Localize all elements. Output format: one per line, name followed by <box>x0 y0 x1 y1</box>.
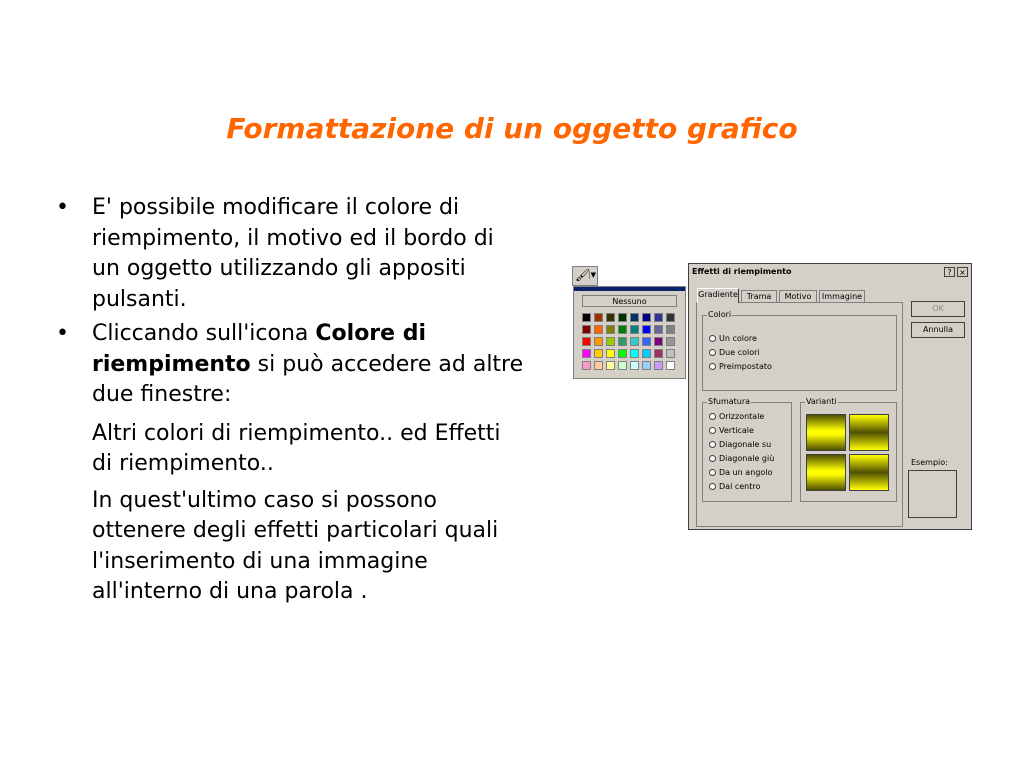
color-swatch[interactable] <box>618 313 627 322</box>
color-swatch[interactable] <box>618 325 627 334</box>
color-swatch[interactable] <box>642 325 651 334</box>
tab-immagine[interactable]: Immagine <box>819 290 865 303</box>
color-swatch[interactable] <box>630 361 639 370</box>
color-swatch[interactable] <box>606 337 615 346</box>
color-swatch[interactable] <box>642 361 651 370</box>
radio-diagonale-su[interactable] <box>709 440 771 450</box>
bullet-dot: • <box>56 321 69 346</box>
colori-label: Colori <box>708 310 732 319</box>
color-swatch[interactable] <box>666 361 675 370</box>
ok-button[interactable]: OK <box>911 301 965 317</box>
slide-title: Formattazione di un oggetto grafico <box>226 112 798 145</box>
gradient-panel <box>696 302 903 527</box>
radio-icon <box>709 349 716 356</box>
color-swatch[interactable] <box>594 313 603 322</box>
radio-icon <box>709 455 716 462</box>
radio-icon <box>709 427 716 434</box>
radio-label: Diagonale su <box>719 440 772 449</box>
color-swatch[interactable] <box>606 325 615 334</box>
annulla-button[interactable]: Annulla <box>911 322 965 338</box>
variant-2[interactable] <box>849 414 889 451</box>
dialog-title: Effetti di riempimento <box>689 264 971 280</box>
radio-label: Dal centro <box>719 482 761 491</box>
color-swatch[interactable] <box>582 349 591 358</box>
color-swatch[interactable] <box>594 361 603 370</box>
color-swatch[interactable] <box>642 313 651 322</box>
radio-icon <box>709 469 716 476</box>
color-swatch[interactable] <box>630 337 639 346</box>
esempio-preview <box>908 470 957 518</box>
fill-color-icon: 🖌 <box>575 268 591 282</box>
radio-icon <box>709 483 716 490</box>
radio-verticale[interactable] <box>709 426 754 436</box>
color-swatch[interactable] <box>642 337 651 346</box>
color-swatch[interactable] <box>630 313 639 322</box>
color-swatch[interactable] <box>666 349 675 358</box>
color-swatch[interactable] <box>666 313 675 322</box>
close-button[interactable]: × <box>957 267 968 277</box>
sfumatura-label: Sfumatura <box>708 397 751 406</box>
radio-dal-centro[interactable] <box>709 482 760 492</box>
radio-label: Da un angolo <box>719 468 773 477</box>
bullet-2 <box>56 319 526 411</box>
bullet-2-text-before: Cliccando sull'icona <box>92 321 316 346</box>
radio-label: Preimpostato <box>719 362 772 371</box>
sfumatura-group <box>702 397 792 502</box>
radio-label: Due colori <box>719 348 760 357</box>
bullet-dot: • <box>56 195 69 220</box>
esempio-label: Esempio: <box>911 458 948 467</box>
color-swatch[interactable] <box>666 325 675 334</box>
radio-label: Diagonale giù <box>719 454 775 463</box>
colori-group <box>702 310 897 391</box>
varianti-group <box>800 397 897 502</box>
palette-titlebar[interactable] <box>574 287 685 291</box>
slide-body <box>56 193 526 608</box>
color-swatch[interactable] <box>642 349 651 358</box>
sub-paragraph-1: Altri colori di riempimento.. ed Effetti di riempimento.. <box>92 420 501 476</box>
variant-4[interactable] <box>849 454 889 491</box>
variant-3[interactable] <box>806 454 846 491</box>
varianti-label: Varianti <box>806 397 837 406</box>
color-swatch[interactable] <box>618 337 627 346</box>
radio-orizzontale[interactable] <box>709 412 764 422</box>
color-swatch[interactable] <box>654 349 663 358</box>
radio-label: Un colore <box>719 334 757 343</box>
color-swatch[interactable] <box>654 361 663 370</box>
variant-1[interactable] <box>806 414 846 451</box>
tab-gradiente[interactable]: Gradiente <box>697 288 739 303</box>
color-swatch[interactable] <box>594 325 603 334</box>
bullet-1-text: E' possibile modificare il colore di riempimento, il motivo ed il bordo di un oggetto utilizzando gli appositi pulsanti. <box>92 195 494 312</box>
no-fill-button[interactable]: Nessuno <box>582 295 677 307</box>
bullet-1 <box>56 193 526 315</box>
fill-color-palette <box>573 286 686 379</box>
tab-motivo[interactable]: Motivo <box>779 290 817 303</box>
radio-due-colori[interactable] <box>709 348 760 358</box>
radio-icon <box>709 413 716 420</box>
color-swatch[interactable] <box>618 349 627 358</box>
bullet-2-bold: Colore di riempimento <box>92 321 427 377</box>
radio-icon <box>709 441 716 448</box>
radio-icon <box>709 363 716 370</box>
help-button[interactable]: ? <box>944 267 955 277</box>
color-swatch[interactable] <box>606 349 615 358</box>
color-swatch[interactable] <box>606 361 615 370</box>
radio-preimpostato[interactable] <box>709 362 772 372</box>
color-swatch[interactable] <box>654 325 663 334</box>
radio-diagonale-giu[interactable] <box>709 454 774 464</box>
radio-da-un-angolo[interactable] <box>709 468 772 478</box>
sub-paragraph-2: In quest'ultimo caso si possono ottenere degli effetti particolari quali l'inserimento di una immagine all'interno di una parola . <box>92 487 499 604</box>
color-swatch[interactable] <box>630 349 639 358</box>
color-swatch[interactable] <box>594 337 603 346</box>
radio-label: Verticale <box>719 426 754 435</box>
fill-color-button[interactable] <box>572 266 598 286</box>
color-swatch[interactable] <box>654 337 663 346</box>
radio-label: Orizzontale <box>719 412 765 421</box>
radio-un-colore[interactable] <box>709 334 757 344</box>
color-swatch[interactable] <box>582 325 591 334</box>
chevron-down-icon[interactable]: ▼ <box>590 271 596 279</box>
bullet-2-text-after: si può accedere ad altre due finestre: <box>92 351 524 407</box>
fill-effects-dialog <box>688 263 972 530</box>
tab-trama[interactable]: Trama <box>741 290 777 303</box>
color-swatch[interactable] <box>618 361 627 370</box>
color-swatch[interactable] <box>582 361 591 370</box>
color-swatch[interactable] <box>630 325 639 334</box>
radio-icon <box>709 335 716 342</box>
color-swatch[interactable] <box>582 313 591 322</box>
color-swatch[interactable] <box>666 337 675 346</box>
color-swatch[interactable] <box>654 313 663 322</box>
color-swatch[interactable] <box>606 313 615 322</box>
color-swatch[interactable] <box>594 349 603 358</box>
color-swatch[interactable] <box>582 337 591 346</box>
